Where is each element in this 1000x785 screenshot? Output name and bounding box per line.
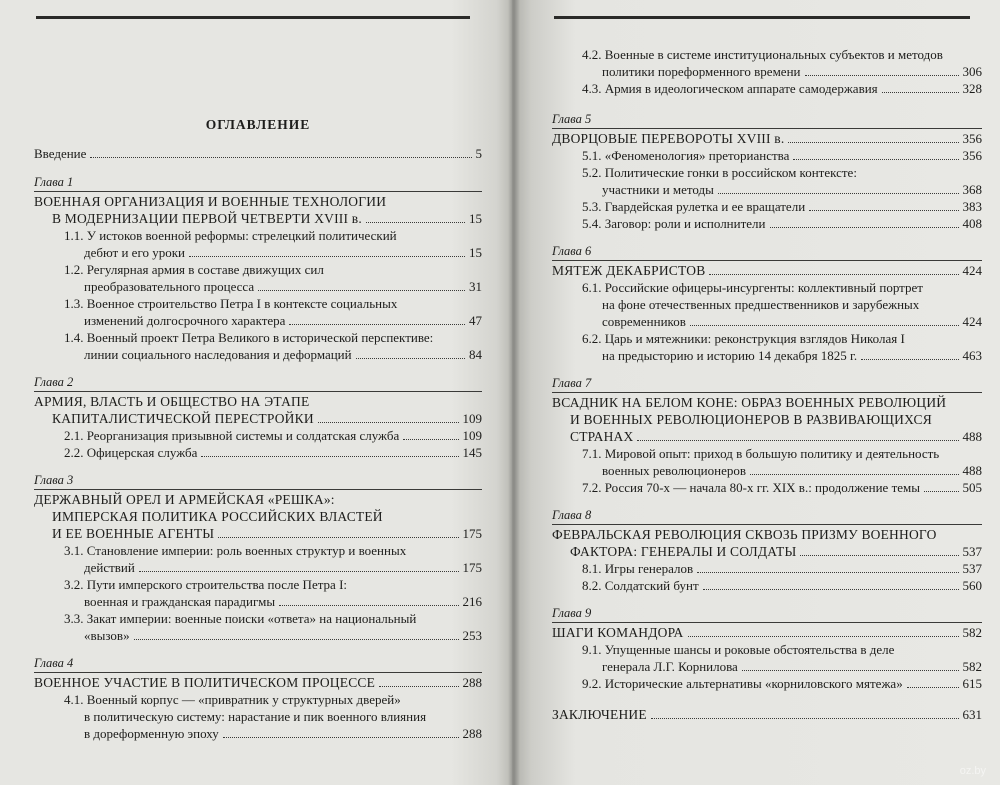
toc-entry-line: 6.1. Российские офицеры-инсургенты: коллективный портрет	[582, 280, 923, 295]
toc-entry-line: 4.1. Военный корпус — «привратник у структурных дверей»	[64, 692, 401, 707]
chapter-divider	[552, 524, 982, 525]
toc-section-entry[interactable]	[64, 725, 482, 742]
toc-page-number: 288	[462, 675, 482, 690]
chapter-label: Глава 1	[34, 175, 74, 189]
toc-section-entry[interactable]	[582, 198, 982, 215]
toc-section-entry[interactable]	[64, 312, 482, 329]
section-entry	[552, 560, 982, 577]
chapter-title-entry[interactable]	[552, 428, 982, 445]
chapter-title-line: ИМПЕРСКАЯ ПОЛИТИКА РОССИЙСКИХ ВЛАСТЕЙ	[52, 509, 383, 524]
section-entry	[34, 576, 482, 610]
chapter-title: В МОДЕРНИЗАЦИИ ПЕРВОЙ ЧЕТВЕРТИ XVIII в.	[52, 211, 362, 226]
toc-section-entry[interactable]	[582, 313, 982, 330]
dot-leader	[793, 159, 958, 160]
chapter-label: Глава 3	[34, 473, 74, 487]
dot-leader	[907, 687, 959, 688]
dot-leader	[882, 92, 959, 93]
toc-entry-title: изменений долгосрочного характера	[84, 313, 286, 328]
chapter-title: МЯТЕЖ ДЕКАБРИСТОВ	[552, 263, 706, 278]
toc-entry-title: на предысторию и историю 14 декабря 1825 г.	[602, 348, 858, 363]
dot-leader	[379, 686, 458, 687]
chapter-block	[552, 111, 982, 232]
chapter-block	[552, 375, 982, 496]
chapter-title-entry[interactable]	[552, 543, 982, 560]
toc-right	[552, 0, 982, 723]
chapter-label: Глава 7	[552, 376, 592, 390]
dot-leader	[223, 737, 459, 738]
chapter-divider	[552, 260, 982, 261]
toc-entry-line: 9.1. Упущенные шансы и роковые обстоятельства в деле	[582, 642, 895, 657]
toc-page-number: 84	[469, 347, 482, 362]
chapter-title: ФАКТОРА: ГЕНЕРАЛЫ И СОЛДАТЫ	[570, 544, 797, 559]
toc-page-number: 175	[462, 526, 482, 541]
toc-page-number: 488	[962, 429, 982, 444]
toc-entry-line: на фоне отечественных предшественников и зарубежных	[602, 297, 920, 312]
section-entry	[552, 46, 982, 80]
toc-section-entry[interactable]	[582, 147, 982, 164]
toc-page-number: 288	[462, 726, 482, 741]
toc-page-number: 328	[962, 81, 982, 96]
toc-page-number: 631	[962, 707, 982, 722]
dot-leader	[690, 325, 959, 326]
chapter-divider	[34, 672, 482, 673]
section-entry	[552, 330, 982, 364]
chapter-title-line: И ВОЕННЫХ РЕВОЛЮЦИОНЕРОВ В РАЗВИВАЮЩИХСЯ	[570, 412, 932, 427]
dot-leader	[189, 256, 465, 257]
dot-leader	[688, 636, 959, 637]
toc-section-entry[interactable]	[582, 80, 982, 97]
toc-entry-title: 8.1. Игры генералов	[582, 561, 694, 576]
toc-entry-line: в политическую систему: нарастание и пик военного влияния	[84, 709, 427, 724]
dot-leader	[637, 440, 958, 441]
toc-entry-title: ЗАКЛЮЧЕНИЕ	[552, 707, 647, 722]
dot-leader	[805, 75, 959, 76]
toc-entry-title: военная и гражданская парадигмы	[84, 594, 276, 609]
dot-leader	[770, 227, 959, 228]
toc-entry-title: 5.1. «Феноменология» преторианства	[582, 148, 790, 163]
toc-section-entry[interactable]	[582, 675, 982, 692]
dot-leader	[750, 474, 958, 475]
chapter-label: Глава 2	[34, 375, 74, 389]
toc-entry-line: 1.3. Военное строительство Петра I в контексте социальных	[64, 296, 398, 311]
dot-leader	[318, 422, 459, 423]
toc-entry-title: военных революционеров	[602, 463, 747, 478]
dot-leader	[134, 639, 459, 640]
toc-section-entry[interactable]	[582, 479, 982, 496]
toc-entry-title: политики пореформенного времени	[602, 64, 801, 79]
toc-page-number: 582	[962, 625, 982, 640]
toc-section-entry[interactable]	[64, 427, 482, 444]
toc-entry-line: 3.2. Пути имперского строительства после Петра I:	[64, 577, 348, 592]
toc-section-entry[interactable]	[64, 244, 482, 261]
toc-page-number: 488	[962, 463, 982, 478]
toc-page-number: 306	[962, 64, 982, 79]
toc-page-number: 424	[962, 263, 982, 278]
chapter-block	[34, 655, 482, 742]
toc-entry-title: генерала Л.Г. Корнилова	[602, 659, 738, 674]
dot-leader	[742, 670, 959, 671]
toc-entry-title: преобразовательного процесса	[84, 279, 255, 294]
chapter-title-entry[interactable]	[34, 410, 482, 427]
toc-page-number: 31	[469, 279, 482, 294]
book-gutter	[508, 0, 520, 785]
toc-page-number: 537	[962, 544, 982, 559]
toc-page-number: 5	[475, 146, 482, 161]
toc-page-number: 356	[962, 131, 982, 146]
chapter-block	[34, 174, 482, 363]
toc-section-entry[interactable]	[582, 347, 982, 364]
chapter-title-entry[interactable]	[34, 525, 482, 542]
right-chapter-list	[552, 111, 982, 692]
section-entry	[552, 80, 982, 97]
chapter-divider	[34, 489, 482, 490]
toc-page-number: 356	[962, 148, 982, 163]
toc-entry-title: 5.4. Заговор: роли и исполнители	[582, 216, 766, 231]
section-entry	[34, 610, 482, 644]
toc-entry-title: в дореформенную эпоху	[84, 726, 219, 741]
chapter-title: ВОЕННОЕ УЧАСТИЕ В ПОЛИТИЧЕСКОМ ПРОЦЕССЕ	[34, 675, 376, 690]
toc-page-number: 560	[962, 578, 982, 593]
toc-page-number: 408	[962, 216, 982, 231]
toc-entry-line: 4.2. Военные в системе институциональных субъектов и методов	[582, 47, 943, 62]
toc-entry-title: 2.2. Офицерская служба	[64, 445, 198, 460]
chapter-label: Глава 9	[552, 606, 592, 620]
chapter-divider	[34, 391, 482, 392]
toc-page-number: 368	[962, 182, 982, 197]
chapter-title-entry[interactable]	[552, 130, 982, 147]
toc-section-entry[interactable]	[582, 658, 982, 675]
toc-entry-title: линии социального наследования и деформаций	[84, 347, 352, 362]
section-entry	[34, 227, 482, 261]
chapter-title-line: ФЕВРАЛЬСКАЯ РЕВОЛЮЦИЯ СКВОЗЬ ПРИЗМУ ВОЕННОГО	[552, 527, 937, 542]
dot-leader	[289, 324, 465, 325]
toc-entry-line: 3.1. Становление империи: роль военных структур и военных	[64, 543, 407, 558]
toc-page-number: 15	[469, 211, 482, 226]
dot-leader	[800, 555, 958, 556]
section-entry	[552, 577, 982, 594]
toc-conclusion-entry[interactable]	[552, 706, 982, 723]
section-entry	[552, 479, 982, 496]
toc-entry-title: действий	[84, 560, 135, 575]
toc-page-number: 537	[962, 561, 982, 576]
toc-page-number: 216	[462, 594, 482, 609]
dot-leader	[139, 571, 459, 572]
toc-section-entry[interactable]	[64, 593, 482, 610]
dot-leader	[258, 290, 465, 291]
section-entry	[552, 215, 982, 232]
chapter-title: ШАГИ КОМАНДОРА	[552, 625, 684, 640]
chapter-title-line: ВСАДНИК НА БЕЛОМ КОНЕ: ОБРАЗ ВОЕННЫХ РЕВОЛЮЦИЙ	[552, 395, 947, 410]
toc-entry-title: 4.3. Армия в идеологическом аппарате самодержавия	[582, 81, 878, 96]
chapter-title: И ЕЕ ВОЕННЫЕ АГЕНТЫ	[52, 526, 215, 541]
toc-page-number: 582	[962, 659, 982, 674]
chapter-title-entry[interactable]	[552, 262, 982, 279]
toc-page-number: 175	[462, 560, 482, 575]
toc-section-entry[interactable]	[64, 559, 482, 576]
section-entry	[552, 198, 982, 215]
toc-page-number: 253	[462, 628, 482, 643]
toc-section-entry[interactable]	[64, 278, 482, 295]
chapter-label: Глава 4	[34, 656, 74, 670]
toc-entry-title: 9.2. Исторические альтернативы «корниловского мятежа»	[582, 676, 903, 691]
toc-entry-title: «вызов»	[84, 628, 130, 643]
toc-entry-title: 7.2. Россия 70-х — начала 80-х гг. XIX в.: продолжение темы	[582, 480, 920, 495]
chapter-title: ДВОРЦОВЫЕ ПЕРЕВОРОТЫ XVIII в.	[552, 131, 785, 146]
chapter-divider	[34, 191, 482, 192]
toc-page-number: 47	[469, 313, 482, 328]
section-entry	[552, 164, 982, 198]
chapter-title-line: ДЕРЖАВНЫЙ ОРЕЛ И АРМЕЙСКАЯ «РЕШКА»:	[34, 492, 335, 507]
chapter-block	[552, 243, 982, 364]
toc-page-number: 15	[469, 245, 482, 260]
dot-leader	[366, 222, 465, 223]
toc-left	[34, 0, 482, 742]
section-entry	[34, 444, 482, 461]
toc-section-entry[interactable]	[582, 577, 982, 594]
section-entry	[34, 542, 482, 576]
dot-leader	[718, 193, 959, 194]
toc-entry-title: Введение	[34, 146, 87, 161]
section-entry	[34, 329, 482, 363]
chapter-title-entry[interactable]	[34, 674, 482, 691]
section-entry	[552, 641, 982, 675]
section-entry	[34, 691, 482, 742]
toc-page-number: 109	[462, 428, 482, 443]
chapter-title: КАПИТАЛИСТИЧЕСКОЙ ПЕРЕСТРОЙКИ	[52, 411, 314, 426]
dot-leader	[90, 157, 471, 158]
toc-page-number: 145	[462, 445, 482, 460]
toc-entry-title: 8.2. Солдатский бунт	[582, 578, 699, 593]
dot-leader	[924, 491, 959, 492]
dot-leader	[697, 572, 958, 573]
section-entry	[552, 147, 982, 164]
chapter-title: СТРАНАХ	[570, 429, 634, 444]
section-entry	[34, 295, 482, 329]
toc-page-number: 383	[962, 199, 982, 214]
chapter-block	[552, 605, 982, 692]
toc-entry-line: 3.3. Закат империи: военные поиски «ответа» на национальный	[64, 611, 417, 626]
dot-leader	[279, 605, 458, 606]
toc-section-entry[interactable]	[582, 215, 982, 232]
chapter-block	[34, 374, 482, 461]
chapter-title-line: АРМИЯ, ВЛАСТЬ И ОБЩЕСТВО НА ЭТАПЕ	[34, 394, 310, 409]
toc-title: ОГЛАВЛЕНИЕ	[205, 117, 311, 132]
toc-section-entry[interactable]	[64, 444, 482, 461]
toc-entry-line: 1.2. Регулярная армия в составе движущих сил	[64, 262, 324, 277]
dot-leader	[403, 439, 458, 440]
chapter-title-entry[interactable]	[552, 624, 982, 641]
dot-leader	[703, 589, 959, 590]
dot-leader	[201, 456, 458, 457]
dot-leader	[809, 210, 958, 211]
toc-entry-line: 6.2. Царь и мятежники: реконструкция взглядов Николая I	[582, 331, 905, 346]
chapter-divider	[552, 128, 982, 129]
watermark: oz.by	[959, 765, 986, 777]
dot-leader	[709, 274, 958, 275]
chapter-divider	[552, 392, 982, 393]
toc-entry-line: 1.1. У истоков военной реформы: стрелецкий политический	[64, 228, 397, 243]
toc-entry-line: 5.2. Политические гонки в российском контексте:	[582, 165, 857, 180]
chapter-title-line: ВОЕННАЯ ОРГАНИЗАЦИЯ И ВОЕННЫЕ ТЕХНОЛОГИИ	[34, 194, 387, 209]
toc-entry-title: 5.3. Гвардейская рулетка и ее вращатели	[582, 199, 806, 214]
toc-page-number: 463	[962, 348, 982, 363]
toc-section-entry[interactable]	[582, 181, 982, 198]
section-entry	[34, 261, 482, 295]
toc-section-entry[interactable]	[582, 560, 982, 577]
toc-section-entry[interactable]	[582, 63, 982, 80]
toc-entry-line: 1.4. Военный проект Петра Великого в исторической перспективе:	[64, 330, 434, 345]
chapter-label: Глава 5	[552, 112, 592, 126]
toc-section-entry[interactable]	[64, 627, 482, 644]
chapter-divider	[552, 622, 982, 623]
section-entry	[552, 675, 982, 692]
toc-page-number: 615	[962, 676, 982, 691]
toc-page-number: 505	[962, 480, 982, 495]
toc-entry-title: 2.1. Реорганизация призывной системы и солдатская служба	[64, 428, 400, 443]
toc-entry-title: дебют и его уроки	[84, 245, 185, 260]
section-entry	[552, 445, 982, 479]
right-page	[512, 0, 1000, 785]
dot-leader	[861, 359, 958, 360]
toc-entry-title: современников	[602, 314, 686, 329]
dot-leader	[788, 142, 958, 143]
chapter-title-entry[interactable]	[34, 210, 482, 227]
chapter-block	[552, 507, 982, 594]
toc-entry-line: 7.1. Мировой опыт: приход в большую политику и деятельность	[582, 446, 940, 461]
toc-section-entry[interactable]	[64, 346, 482, 363]
dot-leader	[356, 358, 465, 359]
toc-page-number: 424	[962, 314, 982, 329]
left-chapter-list	[34, 174, 482, 742]
toc-intro-entry[interactable]	[34, 145, 482, 162]
section-entry	[34, 427, 482, 444]
toc-entry-title: участники и методы	[602, 182, 714, 197]
section-entry	[552, 279, 982, 330]
dot-leader	[651, 718, 959, 719]
continued-sections	[552, 46, 982, 97]
toc-section-entry[interactable]	[582, 462, 982, 479]
toc-page-number: 109	[462, 411, 482, 426]
chapter-label: Глава 8	[552, 508, 592, 522]
chapter-label: Глава 6	[552, 244, 592, 258]
dot-leader	[218, 537, 458, 538]
chapter-block	[34, 472, 482, 644]
